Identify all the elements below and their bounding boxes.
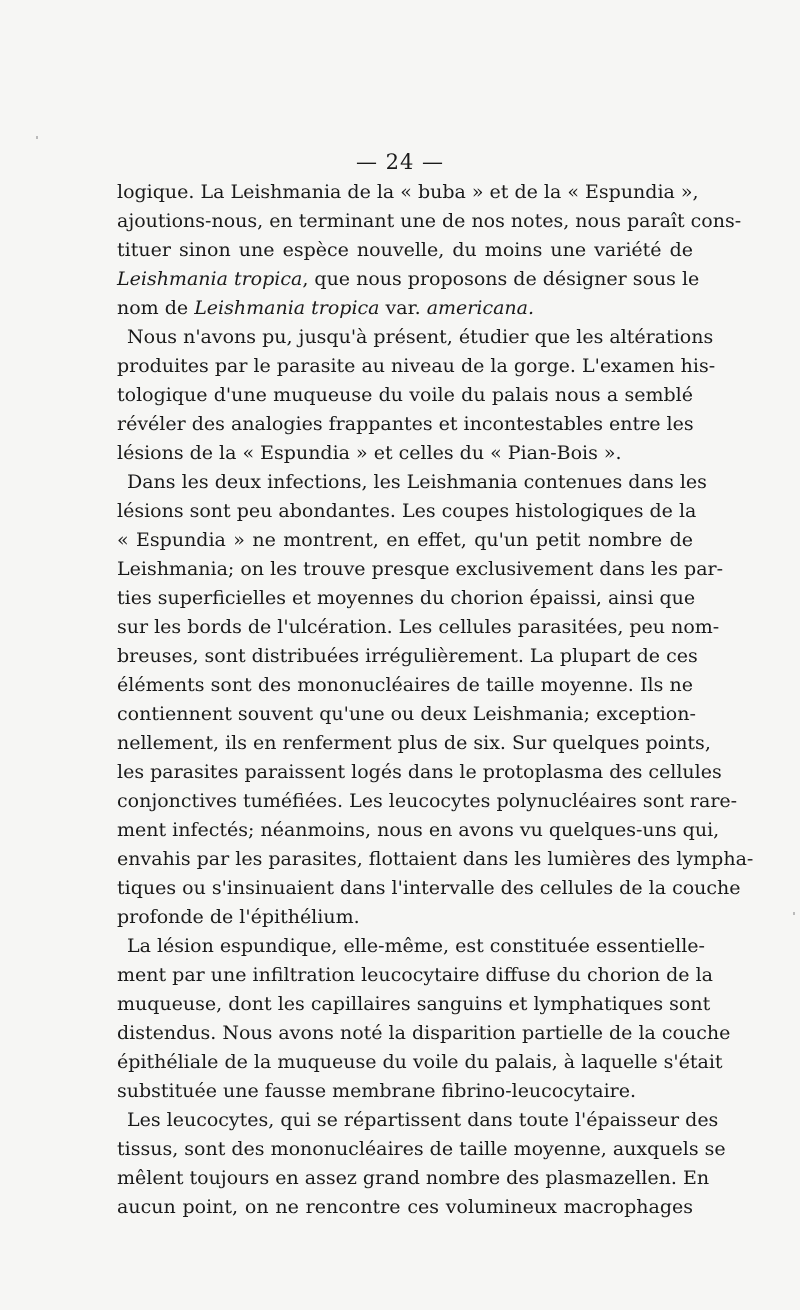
text-line <box>117 874 741 903</box>
text-run: , que nous proposons de désigner sous le <box>302 268 700 290</box>
text-line <box>117 961 713 990</box>
text-run: mêlent toujours en assez grand nombre des plasmazellen. En <box>117 1167 710 1189</box>
text-line <box>117 816 720 845</box>
text-line <box>117 1193 693 1222</box>
text-run: ment infectés; néanmoins, nous en avons vu quelques-uns qui, <box>117 819 720 841</box>
text-run: aucun point, on ne rencontre ces volumineux macrophages <box>117 1196 693 1218</box>
text-line <box>117 671 693 700</box>
text-line <box>117 845 754 874</box>
scan-speck <box>793 912 795 915</box>
text-line <box>117 584 696 613</box>
text-line <box>117 758 722 787</box>
text-run: ajoutions-nous, en terminant une de nos notes, nous paraît cons- <box>117 210 742 232</box>
page-number: — 24 — <box>355 150 445 174</box>
text-line <box>117 903 693 932</box>
text-run: tituer sinon une espèce nouvelle, du moins une variété de <box>117 239 693 261</box>
text-run: logique. La Leishmania de la « buba » et de la « Espundia », <box>117 181 699 203</box>
text-line <box>117 265 700 294</box>
text-line <box>117 990 711 1019</box>
text-line <box>117 526 693 555</box>
text-line <box>117 323 714 352</box>
body-text <box>117 178 754 1222</box>
text-line <box>117 1077 693 1106</box>
text-line <box>117 439 693 468</box>
text-run: conjonctives tuméfiées. Les leucocytes polynucléaires sont rare- <box>117 790 738 812</box>
text-run: éléments sont des mononucléaires de taille moyenne. Ils ne <box>117 674 693 696</box>
text-line <box>117 555 724 584</box>
text-line <box>117 1019 731 1048</box>
text-line <box>117 729 711 758</box>
text-run: produites par le parasite au niveau de la gorge. L'examen his- <box>117 355 716 377</box>
text-line <box>117 1164 710 1193</box>
text-line <box>117 497 697 526</box>
text-line <box>117 1135 726 1164</box>
text-run: Les leucocytes, qui se répartissent dans toute l'épaisseur des <box>127 1109 719 1131</box>
text-run: substituée une fausse membrane fibrino-leucocytaire. <box>117 1080 637 1102</box>
text-line <box>117 932 705 961</box>
text-run: ment par une infiltration leucocytaire diffuse du chorion de la <box>117 964 713 986</box>
text-run: Leishmania; on les trouve presque exclusivement dans les par- <box>117 558 724 580</box>
text-run: épithéliale de la muqueuse du voile du palais, à laquelle s'était <box>117 1051 723 1073</box>
text-line <box>117 700 696 729</box>
text-run: tissus, sont des mononucléaires de taille moyenne, auxquels se <box>117 1138 726 1160</box>
italic-text: americana. <box>426 297 535 319</box>
text-run: contiennent souvent qu'une ou deux Leishmania; exception- <box>117 703 696 725</box>
text-run: « Espundia » ne montrent, en effet, qu'un petit nombre de <box>117 529 693 551</box>
text-run: ties superficielles et moyennes du chorion épaissi, ainsi que <box>117 587 696 609</box>
text-line <box>117 178 699 207</box>
text-run: révéler des analogies frappantes et incontestables entre les <box>117 413 694 435</box>
text-line <box>117 468 707 497</box>
text-line <box>117 1106 719 1135</box>
text-line <box>117 294 693 323</box>
text-run: distendus. Nous avons noté la disparition partielle de la couche <box>117 1022 731 1044</box>
text-run: nom de <box>117 297 195 319</box>
text-run: sur les bords de l'ulcération. Les cellules parasitées, peu nom- <box>117 616 720 638</box>
text-line <box>117 1048 723 1077</box>
text-run: var. <box>379 297 427 319</box>
text-run: profonde de l'épithélium. <box>117 906 360 928</box>
text-run: muqueuse, dont les capillaires sanguins et lymphatiques sont <box>117 993 711 1015</box>
text-line <box>117 236 693 265</box>
text-run: envahis par les parasites, flottaient dans les lumières des lympha- <box>117 848 754 870</box>
text-run: les parasites paraissent logés dans le protoplasma des cellules <box>117 761 722 783</box>
text-line <box>117 787 738 816</box>
text-line <box>117 410 693 439</box>
text-run: nellement, ils en renferment plus de six. Sur quelques points, <box>117 732 711 754</box>
text-run: breuses, sont distribuées irrégulièrement. La plupart de ces <box>117 645 698 667</box>
text-line <box>117 352 716 381</box>
text-line <box>117 613 720 642</box>
italic-text: Leishmania tropica <box>194 297 380 319</box>
text-run: La lésion espundique, elle-même, est constituée essentielle- <box>127 935 705 957</box>
text-run: tologique d'une muqueuse du voile du palais nous a semblé <box>117 384 693 406</box>
text-run: Nous n'avons pu, jusqu'à présent, étudier que les altérations <box>127 326 714 348</box>
text-run: lésions de la « Espundia » et celles du « Pian-Bois ». <box>117 442 622 464</box>
scan-speck <box>36 136 38 139</box>
text-run: tiques ou s'insinuaient dans l'intervalle des cellules de la couche <box>117 877 741 899</box>
italic-text: Leishmania tropica <box>117 268 303 290</box>
text-run: Dans les deux infections, les Leishmania contenues dans les <box>127 471 707 493</box>
text-line <box>117 642 698 671</box>
text-run: lésions sont peu abondantes. Les coupes histologiques de la <box>117 500 697 522</box>
text-line <box>117 381 693 410</box>
text-line <box>117 207 742 236</box>
